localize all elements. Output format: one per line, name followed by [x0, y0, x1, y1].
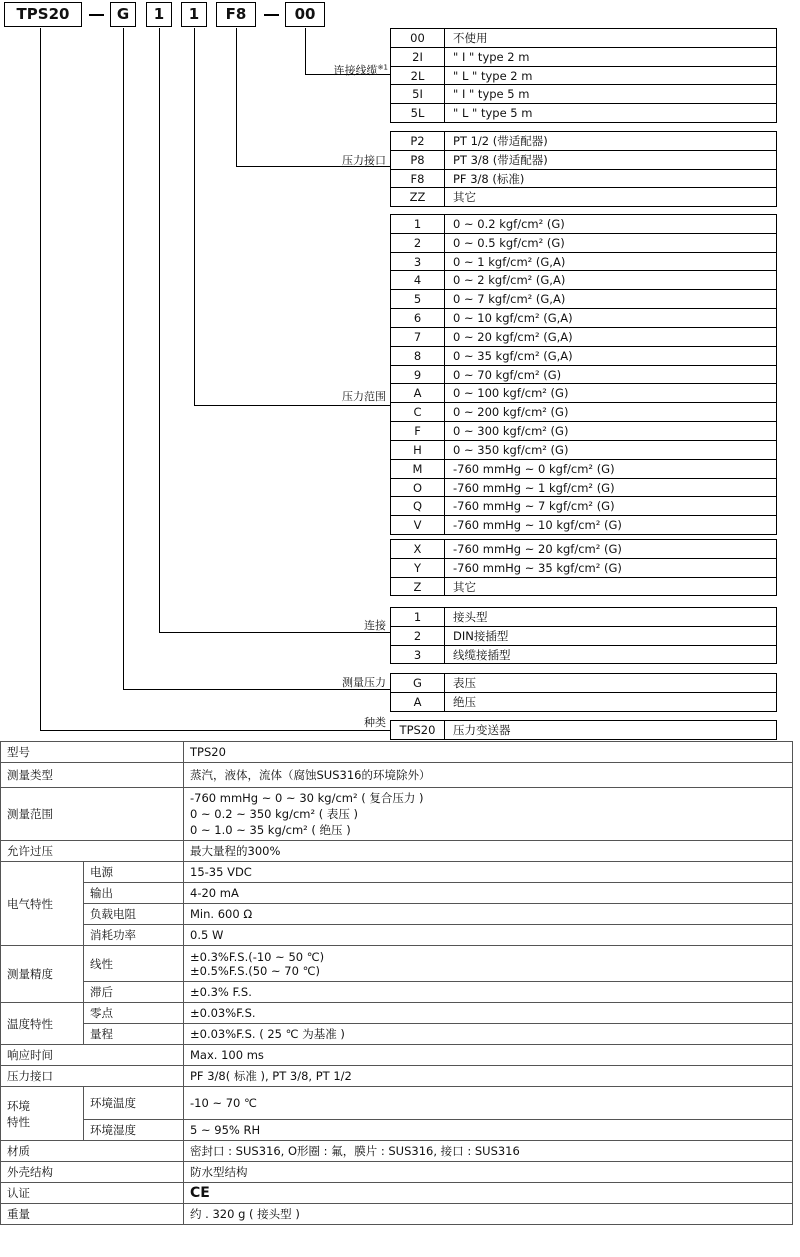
option-code: X — [390, 540, 445, 558]
option-code: 3 — [390, 646, 445, 664]
spec-value: Max. 100 ms — [184, 1045, 793, 1066]
option-desc: 绝压 — [445, 693, 777, 711]
option-code: 8 — [390, 347, 445, 365]
option-row — [390, 170, 777, 189]
option-desc: 接头型 — [445, 608, 777, 626]
spec-subkey: 负载电阻 — [84, 904, 184, 925]
option-code: V — [390, 516, 445, 534]
option-row — [390, 271, 777, 290]
option-desc: " L " type 5 m — [445, 104, 777, 122]
option-code: C — [390, 403, 445, 421]
spec-key: 外壳结构 — [1, 1162, 184, 1183]
option-code: O — [390, 479, 445, 497]
spec-value: 15-35 VDC — [184, 862, 793, 883]
spec-key: 电气特性 — [1, 862, 84, 946]
option-desc: 0 ~ 20 kgf/cm² (G,A) — [445, 328, 777, 346]
option-row — [390, 132, 777, 151]
option-code: Q — [390, 497, 445, 515]
dash — [264, 14, 279, 16]
option-code: 5 — [390, 290, 445, 308]
spec-subkey: 电源 — [84, 862, 184, 883]
option-desc: 不使用 — [445, 29, 777, 47]
option-desc: -760 mmHg ~ 20 kgf/cm² (G) — [445, 540, 777, 558]
spec-subkey: 输出 — [84, 883, 184, 904]
code-connection: 1 — [146, 2, 172, 27]
spec-subkey: 量程 — [84, 1024, 184, 1045]
option-code: 5I — [390, 85, 445, 103]
option-code: 3 — [390, 253, 445, 271]
option-row — [390, 578, 777, 597]
measure-table — [390, 673, 777, 712]
option-desc: 0 ~ 10 kgf/cm² (G,A) — [445, 309, 777, 327]
spec-value: ±0.3% F.S. — [184, 982, 793, 1003]
option-row — [390, 234, 777, 253]
option-desc: 线缆接插型 — [445, 646, 777, 664]
option-code: 7 — [390, 328, 445, 346]
option-row — [390, 559, 777, 578]
option-code: A — [390, 693, 445, 711]
option-row — [390, 48, 777, 67]
spec-value: -10 ~ 70 ℃ — [184, 1087, 793, 1120]
option-row — [390, 67, 777, 86]
spec-value: ±0.03%F.S. — [184, 1003, 793, 1024]
option-code: 2 — [390, 234, 445, 252]
spec-value: 5 ~ 95% RH — [184, 1120, 793, 1141]
dash — [89, 14, 104, 16]
option-desc: -760 mmHg ~ 0 kgf/cm² (G) — [445, 460, 777, 478]
option-row — [390, 497, 777, 516]
spec-value: 0.5 W — [184, 925, 793, 946]
range-table-2 — [390, 539, 777, 596]
option-code: F8 — [390, 170, 445, 188]
option-desc: 0 ~ 7 kgf/cm² (G,A) — [445, 290, 777, 308]
option-row — [390, 29, 777, 48]
option-code: 2L — [390, 67, 445, 85]
option-row — [390, 479, 777, 498]
option-desc: 0 ~ 350 kgf/cm² (G) — [445, 441, 777, 459]
spec-value: 密封口 : SUS316, O形圈 : 氟，膜片 : SUS316, 接口 : SUS316 — [184, 1141, 793, 1162]
option-desc: PF 3/8 (标准) — [445, 170, 777, 188]
spec-subkey: 环境湿度 — [84, 1120, 184, 1141]
option-row — [390, 516, 777, 535]
spec-value: 最大量程的300% — [184, 841, 793, 862]
option-code: 4 — [390, 271, 445, 289]
option-row — [390, 540, 777, 559]
spec-key: 响应时间 — [1, 1045, 184, 1066]
option-desc: 0 ~ 300 kgf/cm² (G) — [445, 422, 777, 440]
option-row — [390, 403, 777, 422]
option-code: M — [390, 460, 445, 478]
spec-subkey: 滞后 — [84, 982, 184, 1003]
spec-key: 环境 特性 — [1, 1087, 84, 1141]
option-row — [390, 460, 777, 479]
label-port: 压力接口 — [342, 154, 386, 167]
option-code: Y — [390, 559, 445, 577]
label-range: 压力范围 — [342, 390, 386, 403]
option-row — [390, 253, 777, 272]
spec-key: 材质 — [1, 1141, 184, 1162]
spec-key: 压力接口 — [1, 1066, 184, 1087]
spec-value: 约 . 320 g ( 接头型 ) — [184, 1204, 793, 1225]
port-table — [390, 131, 777, 207]
option-row — [390, 347, 777, 366]
option-desc: " I " type 5 m — [445, 85, 777, 103]
option-desc: 0 ~ 35 kgf/cm² (G,A) — [445, 347, 777, 365]
range-table — [390, 214, 777, 535]
option-desc: -760 mmHg ~ 10 kgf/cm² (G) — [445, 516, 777, 534]
option-code: A — [390, 384, 445, 402]
code-pressure-type: G — [110, 2, 136, 27]
option-desc: 表压 — [445, 674, 777, 692]
option-desc: 其它 — [445, 188, 777, 206]
spec-value: TPS20 — [184, 742, 793, 763]
spec-key: 允许过压 — [1, 841, 184, 862]
spec-key: 型号 — [1, 742, 184, 763]
spec-key: 测量类型 — [1, 763, 184, 788]
option-row — [390, 151, 777, 170]
option-code: 5L — [390, 104, 445, 122]
option-code: Z — [390, 578, 445, 596]
option-desc: " I " type 2 m — [445, 48, 777, 66]
option-desc: 压力变送器 — [445, 721, 777, 739]
option-desc: PT 3/8 (带适配器) — [445, 151, 777, 169]
spec-value: 蒸汽，液体，流体（腐蚀SUS316的环境除外） — [184, 763, 793, 788]
option-row — [390, 366, 777, 385]
option-row — [390, 721, 777, 740]
option-desc: 0 ~ 0.5 kgf/cm² (G) — [445, 234, 777, 252]
option-desc: 0 ~ 1 kgf/cm² (G,A) — [445, 253, 777, 271]
option-code: 9 — [390, 366, 445, 384]
option-code: 1 — [390, 215, 445, 233]
label-connection: 连接 — [364, 619, 386, 632]
label-cable: 连接线缆$^{※1}$ — [333, 63, 388, 77]
option-row — [390, 674, 777, 693]
code-cable: 00 — [285, 2, 325, 27]
option-code: F — [390, 422, 445, 440]
spec-key: 测量范围 — [1, 788, 184, 841]
option-code: P2 — [390, 132, 445, 150]
option-row — [390, 646, 777, 665]
option-row — [390, 422, 777, 441]
option-desc: 0 ~ 200 kgf/cm² (G) — [445, 403, 777, 421]
option-row — [390, 693, 777, 712]
option-desc: PT 1/2 (带适配器) — [445, 132, 777, 150]
option-code: ZZ — [390, 188, 445, 206]
spec-subkey: 环境温度 — [84, 1087, 184, 1120]
cable-table — [390, 28, 777, 123]
label-measure-pressure: 测量压力 — [342, 676, 386, 689]
option-row — [390, 215, 777, 234]
spec-key: 认证 — [1, 1183, 184, 1204]
option-desc: -760 mmHg ~ 1 kgf/cm² (G) — [445, 479, 777, 497]
spec-key: 测量精度 — [1, 946, 84, 1003]
spec-subkey: 消耗功率 — [84, 925, 184, 946]
option-desc: -760 mmHg ~ 35 kgf/cm² (G) — [445, 559, 777, 577]
option-row — [390, 188, 777, 207]
option-desc: 0 ~ 2 kgf/cm² (G,A) — [445, 271, 777, 289]
spec-value: Min. 600 Ω — [184, 904, 793, 925]
spec-value: PF 3/8( 标准 ), PT 3/8, PT 1/2 — [184, 1066, 793, 1087]
option-row — [390, 384, 777, 403]
option-desc: -760 mmHg ~ 7 kgf/cm² (G) — [445, 497, 777, 515]
spec-value: 4-20 mA — [184, 883, 793, 904]
spec-value: ±0.03%F.S. ( 25 ℃ 为基准 ) — [184, 1024, 793, 1045]
code-range: 1 — [181, 2, 207, 27]
option-row — [390, 104, 777, 123]
option-code: 1 — [390, 608, 445, 626]
option-row — [390, 441, 777, 460]
spec-value: 防水型结构 — [184, 1162, 793, 1183]
spec-table — [0, 741, 793, 1225]
option-code: 2I — [390, 48, 445, 66]
spec-key: 温度特性 — [1, 1003, 84, 1045]
code-port: F8 — [216, 2, 256, 27]
option-code: 6 — [390, 309, 445, 327]
spec-key: 重量 — [1, 1204, 184, 1225]
spec-value: ±0.3%F.S.(-10 ~ 50 ℃) ±0.5%F.S.(50 ~ 70 ℃) — [184, 946, 793, 982]
option-code: P8 — [390, 151, 445, 169]
option-desc: 0 ~ 100 kgf/cm² (G) — [445, 384, 777, 402]
spec-subkey: 线性 — [84, 946, 184, 982]
option-code: H — [390, 441, 445, 459]
option-row — [390, 328, 777, 347]
option-row — [390, 309, 777, 328]
option-desc: " L " type 2 m — [445, 67, 777, 85]
option-row — [390, 290, 777, 309]
option-code: 00 — [390, 29, 445, 47]
ce-mark-icon: CE — [184, 1183, 793, 1204]
label-kind: 种类 — [364, 716, 386, 729]
option-code: 2 — [390, 627, 445, 645]
option-desc: 其它 — [445, 578, 777, 596]
option-row — [390, 85, 777, 104]
code-model: TPS20 — [4, 2, 82, 27]
option-code: G — [390, 674, 445, 692]
option-code: TPS20 — [390, 721, 445, 739]
option-desc: 0 ~ 70 kgf/cm² (G) — [445, 366, 777, 384]
option-row — [390, 627, 777, 646]
option-desc: DIN接插型 — [445, 627, 777, 645]
spec-value: -760 mmHg ~ 0 ~ 30 kg/cm² ( 复合压力 ) 0 ~ 0.2 ~ 350 kg/cm² ( 表压 ) 0 ~ 1.0 ~ 35 kg/cm² ( 绝压 ) — [184, 788, 793, 841]
option-desc: 0 ~ 0.2 kgf/cm² (G) — [445, 215, 777, 233]
option-row — [390, 608, 777, 627]
connection-table — [390, 607, 777, 664]
spec-subkey: 零点 — [84, 1003, 184, 1024]
kind-table — [390, 720, 777, 740]
